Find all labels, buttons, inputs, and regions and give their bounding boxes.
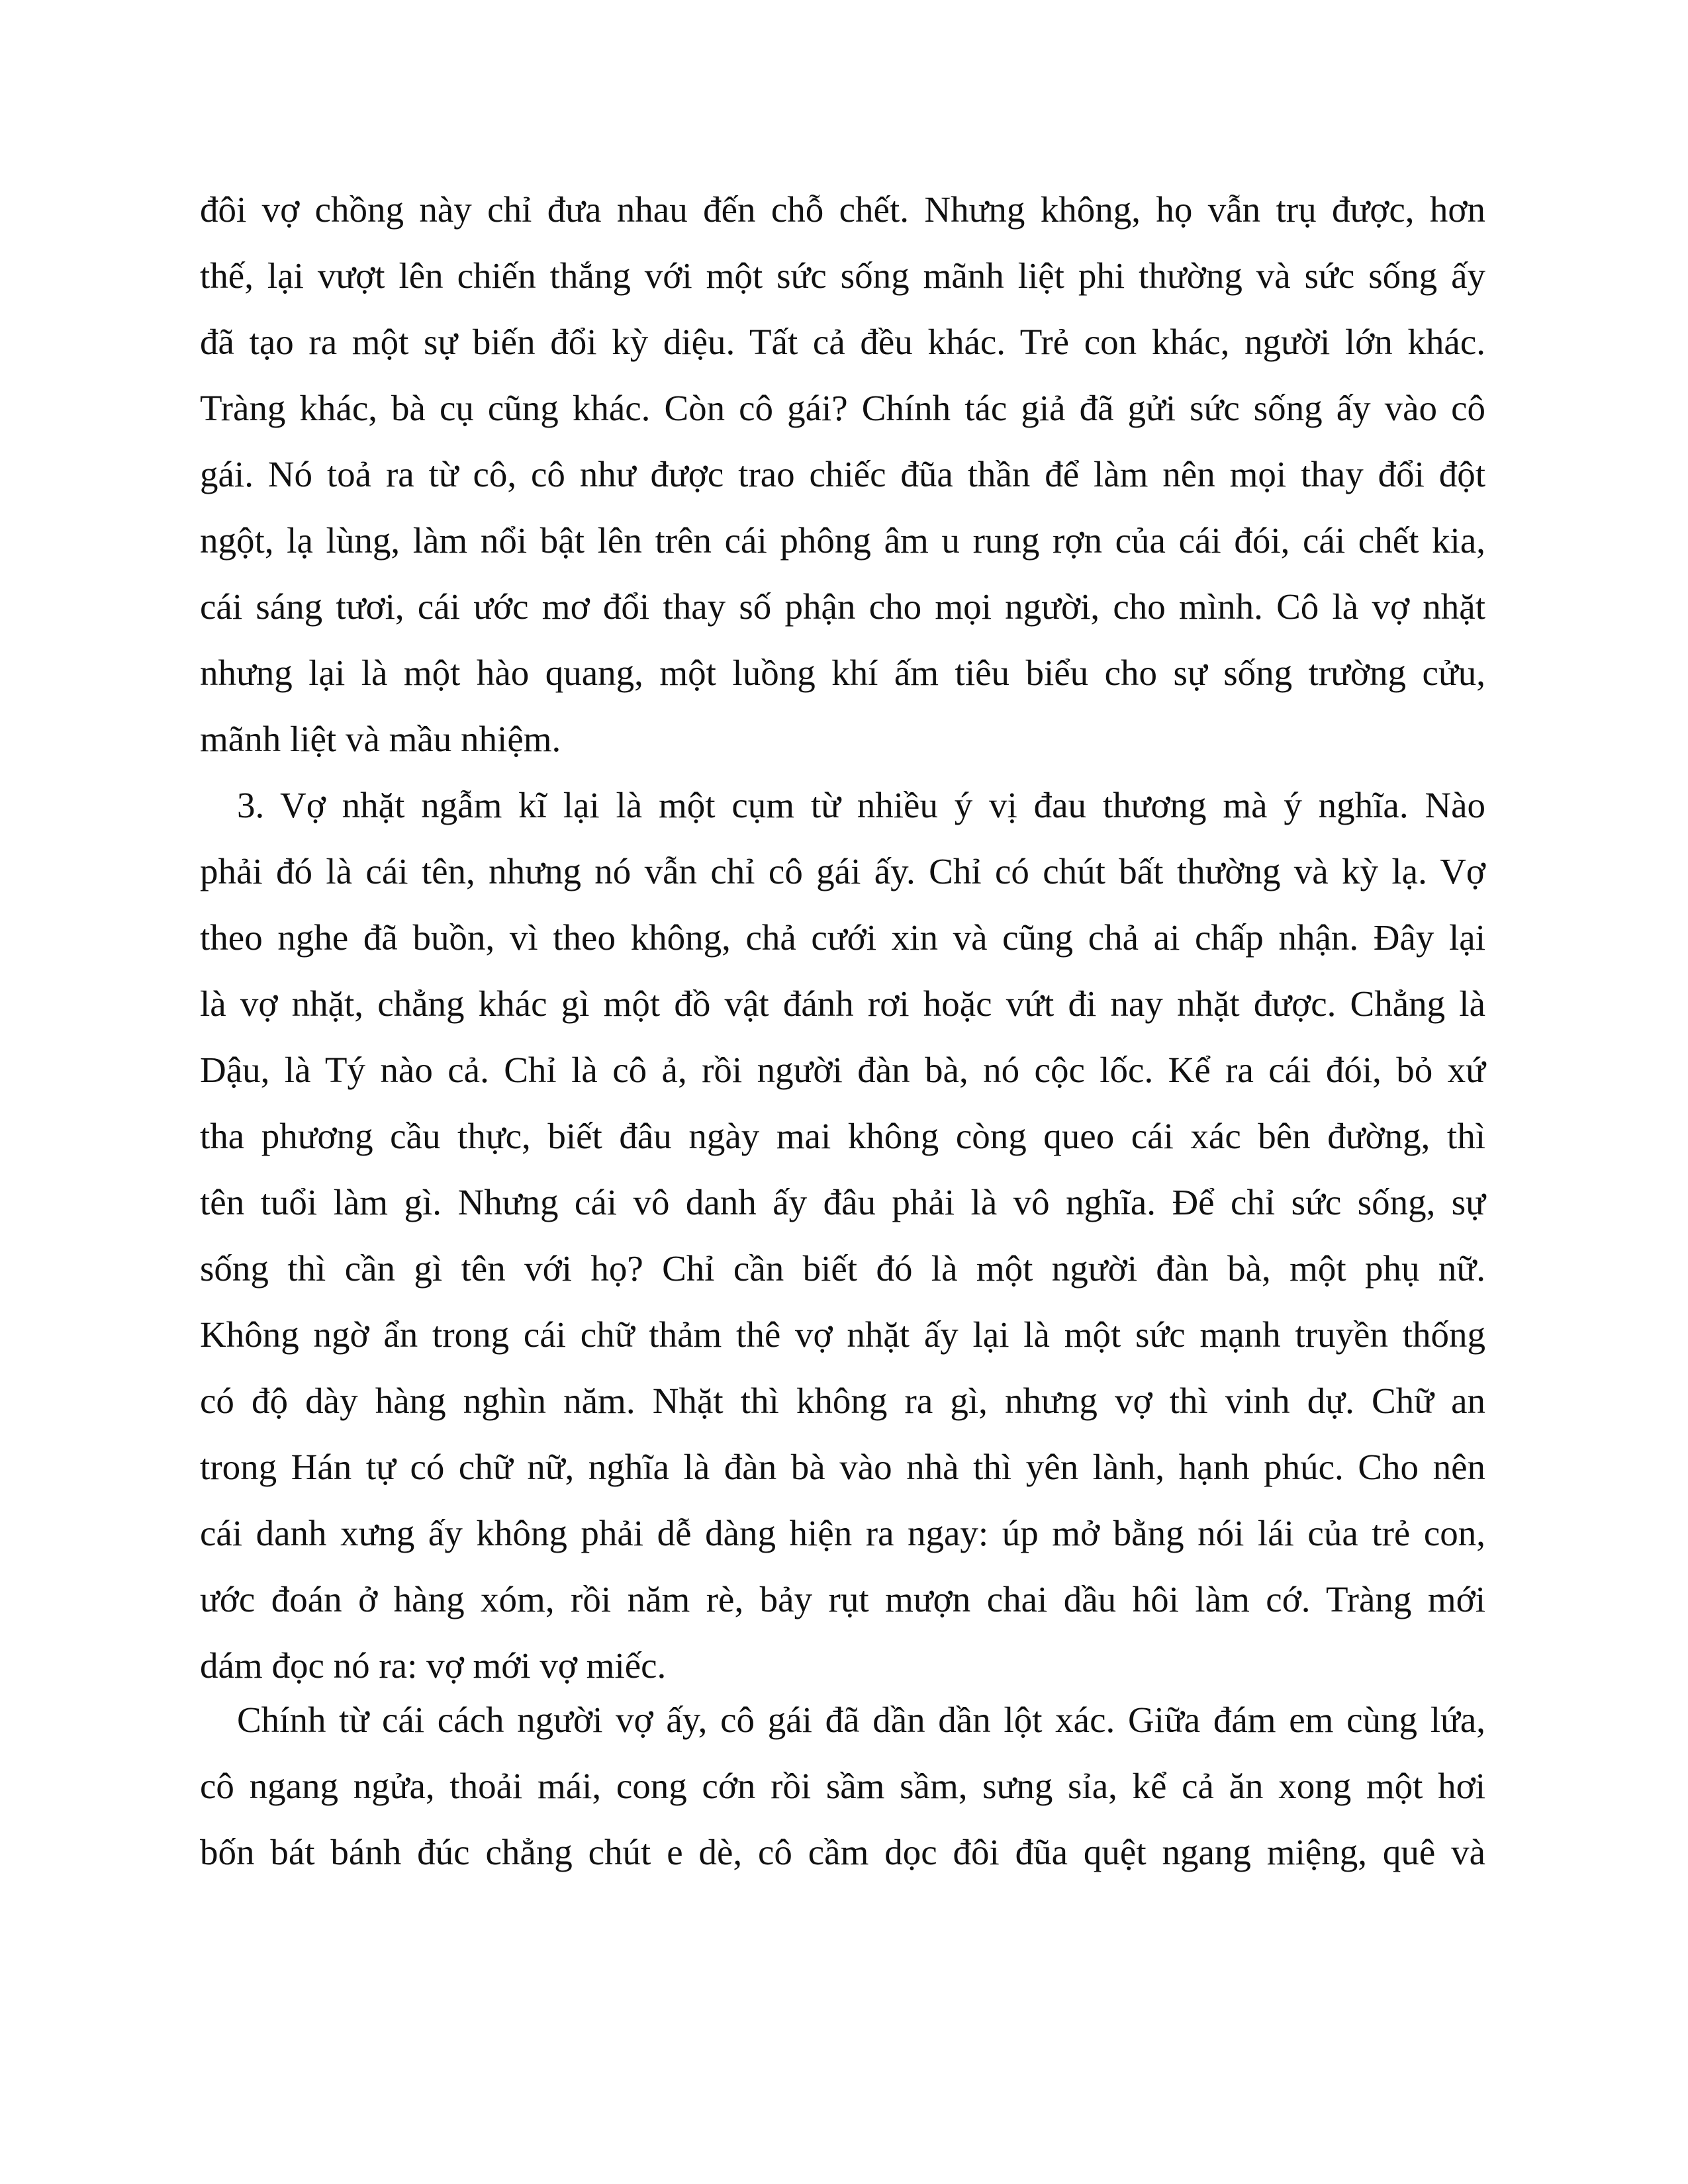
text-line: mãnh liệt và mầu nhiệm. <box>200 719 561 759</box>
text-line: đã tạo ra một sự biến đổi kỳ diệu. Tất cả đều khác. Trẻ con khác, người lớn khác. <box>200 322 1485 362</box>
text-line: đôi vợ chồng này chỉ đưa nhau đến chỗ chết. Nhưng không, họ vẫn trụ được, hơn <box>200 189 1485 230</box>
text-line: cái sáng tươi, cái ước mơ đổi thay số phận cho mọi người, cho mình. Cô là vợ nhặt <box>200 586 1485 627</box>
text-line: phải đó là cái tên, nhưng nó vẫn chỉ cô gái ấy. Chỉ có chút bất thường và kỳ lạ. Vợ <box>200 851 1485 891</box>
paragraph-3 <box>200 1687 1485 1886</box>
text-line: tên tuổi làm gì. Nhưng cái vô danh ấy đâu phải là vô nghĩa. Để chỉ sức sống, sự <box>200 1182 1485 1222</box>
text-line: trong Hán tự có chữ nữ, nghĩa là đàn bà vào nhà thì yên lành, hạnh phúc. Cho nên <box>200 1447 1485 1487</box>
text-line: có độ dày hàng nghìn năm. Nhặt thì không ra gì, nhưng vợ thì vinh dự. Chữ an <box>200 1381 1485 1421</box>
text-line: 3. Vợ nhặt ngẫm kĩ lại là một cụm từ nhiều ý vị đau thương mà ý nghĩa. Nào <box>237 785 1485 825</box>
text-line: Tràng khác, bà cụ cũng khác. Còn cô gái? Chính tác giả đã gửi sức sống ấy vào cô <box>200 388 1485 428</box>
text-line: cái danh xưng ấy không phải dễ dàng hiện ra ngay: úp mở bằng nói lái của trẻ con, <box>200 1513 1485 1553</box>
paragraph-2 <box>200 772 1485 1699</box>
text-line: ước đoán ở hàng xóm, rồi năm rè, bảy rụt mượn chai dầu hôi làm cớ. Tràng mới <box>200 1579 1485 1619</box>
text-line: Chính từ cái cách người vợ ấy, cô gái đã dần dần lột xác. Giữa đám em cùng lứa, <box>237 1700 1485 1740</box>
text-line: bốn bát bánh đúc chẳng chút e dè, cô cầm dọc đôi đũa quệt ngang miệng, quê và <box>200 1832 1485 1872</box>
paragraph-1 <box>200 177 1485 772</box>
text-line: cô ngang ngửa, thoải mái, cong cớn rồi sầm sầm, sưng sỉa, kể cả ăn xong một hơi <box>200 1766 1485 1806</box>
text-line: sống thì cần gì tên với họ? Chỉ cần biết đó là một người đàn bà, một phụ nữ. <box>200 1248 1485 1289</box>
text-line: là vợ nhặt, chẳng khác gì một đồ vật đánh rơi hoặc vứt đi nay nhặt được. Chẳng là <box>200 983 1485 1024</box>
text-line: thế, lại vượt lên chiến thắng với một sức sống mãnh liệt phi thường và sức sống ấy <box>200 255 1485 296</box>
text-line: tha phương cầu thực, biết đâu ngày mai không còng queo cái xác bên đường, thì <box>200 1116 1485 1156</box>
text-line: gái. Nó toả ra từ cô, cô như được trao chiếc đũa thần để làm nên mọi thay đổi đột <box>200 454 1485 494</box>
text-line: Dậu, là Tý nào cả. Chỉ là cô ả, rồi người đàn bà, nó cộc lốc. Kể ra cái đói, bỏ xứ <box>200 1050 1485 1090</box>
text-line: ngột, lạ lùng, làm nổi bật lên trên cái phông âm u rung rợn của cái đói, cái chết kia, <box>200 520 1485 561</box>
text-line: nhưng lại là một hào quang, một luồng khí ấm tiêu biểu cho sự sống trường cửu, <box>200 653 1485 693</box>
text-line: dám đọc nó ra: vợ mới vợ miếc. <box>200 1645 667 1686</box>
text-line: theo nghe đã buồn, vì theo không, chả cưới xin và cũng chả ai chấp nhận. Đây lại <box>200 917 1485 958</box>
text-line: Không ngờ ẩn trong cái chữ thảm thê vợ nhặt ấy lại là một sức mạnh truyền thống <box>200 1314 1485 1355</box>
